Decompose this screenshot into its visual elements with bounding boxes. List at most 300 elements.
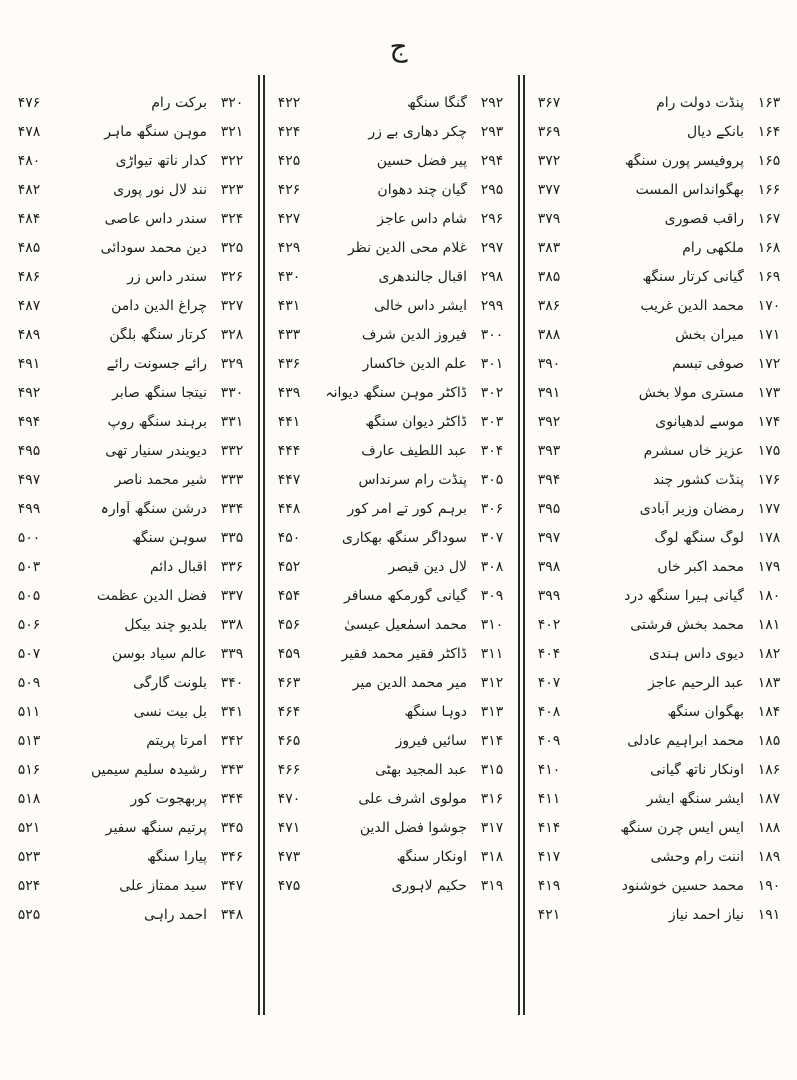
entry-page: ۴۸۷ — [17, 297, 41, 314]
entry-name: برہم کور تے امر کور — [347, 500, 467, 517]
entry-page: ۴۷۶ — [17, 94, 41, 111]
entry-page: ۵۲۵ — [17, 906, 41, 923]
entry-name: سوداگر سنگھ بھکاری — [342, 529, 467, 546]
entry-serial: ۳۰۳ — [480, 413, 504, 430]
entry-name: احمد راہی — [144, 906, 207, 923]
entry-name: محمد بخش فرشتی — [630, 616, 744, 633]
entry-name: محمد حسین خوشنود — [621, 877, 744, 894]
entry-name: لوگ سنگھ لوگ — [654, 529, 744, 546]
entry-serial: ۱۶۴ — [757, 123, 781, 140]
entry-serial: ۳۰۰ — [480, 326, 504, 343]
entry-serial: ۳۴۸ — [220, 906, 244, 923]
entry-serial: ۲۹۴ — [480, 152, 504, 169]
index-column-middle — [268, 88, 513, 900]
entry-page: ۴۷۸ — [17, 123, 41, 140]
index-row — [268, 146, 513, 175]
entry-page: ۴۱۹ — [537, 877, 561, 894]
index-row — [8, 436, 253, 465]
entry-name: سندر داس زر — [127, 268, 207, 285]
entry-serial: ۱۸۵ — [757, 732, 781, 749]
index-row — [268, 523, 513, 552]
entry-page: ۴۷۱ — [277, 819, 301, 836]
index-row — [528, 291, 790, 320]
entry-page: ۴۶۴ — [277, 703, 301, 720]
entry-serial: ۳۱۵ — [480, 761, 504, 778]
entry-serial: ۲۹۸ — [480, 268, 504, 285]
entry-page: ۴۹۱ — [17, 355, 41, 372]
index-row — [268, 755, 513, 784]
index-row — [8, 523, 253, 552]
index-row — [528, 320, 790, 349]
entry-name: اننت رام وحشی — [650, 848, 744, 865]
entry-page: ۳۹۵ — [537, 500, 561, 517]
entry-serial: ۱۶۳ — [757, 94, 781, 111]
entry-name: بانکے دیال — [686, 123, 744, 140]
index-row — [528, 233, 790, 262]
entry-page: ۴۸۰ — [17, 152, 41, 169]
entry-name: چکر دھاری بے زر — [368, 123, 467, 140]
entry-name: ملکھی رام — [682, 239, 744, 256]
column-divider-right — [518, 75, 525, 1015]
entry-page: ۴۰۲ — [537, 616, 561, 633]
index-row — [268, 784, 513, 813]
index-row — [8, 146, 253, 175]
entry-name: موہن سنگھ ماہر — [104, 123, 207, 140]
entry-serial: ۳۰۹ — [480, 587, 504, 604]
entry-page: ۳۸۸ — [537, 326, 561, 343]
entry-page: ۴۱۴ — [537, 819, 561, 836]
entry-serial: ۱۸۱ — [757, 616, 781, 633]
index-row — [268, 378, 513, 407]
entry-serial: ۳۲۰ — [220, 94, 244, 111]
entry-page: ۵۰۰ — [17, 529, 41, 546]
index-row — [528, 465, 790, 494]
entry-page: ۳۹۴ — [537, 471, 561, 488]
entry-page: ۴۹۷ — [17, 471, 41, 488]
index-row — [8, 349, 253, 378]
index-row — [268, 175, 513, 204]
entry-name: فضل الدین عظمت — [96, 587, 207, 604]
entry-page: ۴۹۵ — [17, 442, 41, 459]
index-row — [528, 900, 790, 929]
index-row — [268, 842, 513, 871]
entry-serial: ۱۷۵ — [757, 442, 781, 459]
entry-serial: ۱۸۸ — [757, 819, 781, 836]
entry-page: ۳۸۳ — [537, 239, 561, 256]
index-row — [8, 639, 253, 668]
entry-name: بھگوانداس المست — [635, 181, 744, 198]
entry-serial: ۳۰۶ — [480, 500, 504, 517]
entry-page: ۴۹۴ — [17, 413, 41, 430]
entry-serial: ۱۸۰ — [757, 587, 781, 604]
entry-name: شام داس عاجز — [377, 210, 467, 227]
entry-name: سائیں فیروز — [395, 732, 467, 749]
entry-page: ۴۴۱ — [277, 413, 301, 430]
index-row — [8, 610, 253, 639]
entry-name: محمد اسمٰعیل عیسیٰ — [344, 616, 467, 633]
entry-page: ۳۹۹ — [537, 587, 561, 604]
index-row — [268, 581, 513, 610]
entry-name: عبد المجید بھٹی — [375, 761, 467, 778]
entry-serial: ۳۴۳ — [220, 761, 244, 778]
entry-serial: ۳۲۱ — [220, 123, 244, 140]
entry-page: ۴۸۲ — [17, 181, 41, 198]
entry-serial: ۱۶۶ — [757, 181, 781, 198]
entry-serial: ۱۷۲ — [757, 355, 781, 372]
entry-page: ۵۰۹ — [17, 674, 41, 691]
entry-page: ۴۰۴ — [537, 645, 561, 662]
index-row — [528, 726, 790, 755]
index-row — [268, 117, 513, 146]
index-row — [8, 726, 253, 755]
entry-name: محمد ابراہیم عادلی — [627, 732, 744, 749]
entry-serial: ۳۰۸ — [480, 558, 504, 575]
index-row — [8, 88, 253, 117]
entry-serial: ۱۸۷ — [757, 790, 781, 807]
entry-name: امرتا پریتم — [146, 732, 207, 749]
entry-serial: ۱۷۹ — [757, 558, 781, 575]
entry-serial: ۱۸۲ — [757, 645, 781, 662]
index-row — [8, 407, 253, 436]
entry-serial: ۳۱۹ — [480, 877, 504, 894]
entry-name: درشن سنگھ آوارہ — [100, 500, 207, 517]
entry-serial: ۳۳۴ — [220, 500, 244, 517]
entry-page: ۴۲۴ — [277, 123, 301, 140]
entry-serial: ۱۷۳ — [757, 384, 781, 401]
entry-page: ۴۸۴ — [17, 210, 41, 227]
entry-serial: ۲۹۲ — [480, 94, 504, 111]
entry-serial: ۳۲۵ — [220, 239, 244, 256]
entry-name: کرتار سنگھ بلگن — [109, 326, 207, 343]
entry-serial: ۳۲۹ — [220, 355, 244, 372]
index-row — [528, 523, 790, 552]
entry-page: ۴۶۶ — [277, 761, 301, 778]
entry-page: ۳۹۳ — [537, 442, 561, 459]
entry-serial: ۳۴۰ — [220, 674, 244, 691]
entry-name: ڈاکٹر موہن سنگھ دیوانہ — [325, 384, 467, 401]
entry-serial: ۳۳۷ — [220, 587, 244, 604]
entry-serial: ۲۹۵ — [480, 181, 504, 198]
entry-serial: ۱۸۴ — [757, 703, 781, 720]
entry-page: ۵۲۱ — [17, 819, 41, 836]
entry-page: ۴۵۶ — [277, 616, 301, 633]
entry-page: ۴۷۵ — [277, 877, 301, 894]
entry-name: مستری مولا بخش — [638, 384, 744, 401]
entry-name: بل بیت نسی — [133, 703, 207, 720]
index-row — [268, 233, 513, 262]
entry-name: شیر محمد ناصر — [114, 471, 207, 488]
entry-serial: ۳۰۱ — [480, 355, 504, 372]
entry-page: ۴۶۳ — [277, 674, 301, 691]
entry-name: برکت رام — [151, 94, 207, 111]
entry-name: دوہا سنگھ — [404, 703, 467, 720]
entry-serial: ۳۳۰ — [220, 384, 244, 401]
index-row — [528, 494, 790, 523]
entry-page: ۴۴۸ — [277, 500, 301, 517]
entry-serial: ۳۰۷ — [480, 529, 504, 546]
entry-name: گیان چند دھوان — [377, 181, 467, 198]
entry-serial: ۳۲۷ — [220, 297, 244, 314]
entry-page: ۵۲۴ — [17, 877, 41, 894]
index-row — [8, 175, 253, 204]
entry-page: ۵۰۳ — [17, 558, 41, 575]
entry-name: پربھجوت کور — [130, 790, 207, 807]
entry-page: ۴۳۱ — [277, 297, 301, 314]
index-row — [528, 262, 790, 291]
index-row — [528, 697, 790, 726]
entry-name: سید ممتاز علی — [119, 877, 207, 894]
entry-page: ۳۷۹ — [537, 210, 561, 227]
index-row — [528, 349, 790, 378]
entry-serial: ۳۱۲ — [480, 674, 504, 691]
index-row — [8, 262, 253, 291]
index-row — [528, 639, 790, 668]
entry-name: نیاز احمد نیاز — [668, 906, 744, 923]
index-row — [268, 204, 513, 233]
index-row — [268, 697, 513, 726]
entry-name: موسے لدھیانوی — [655, 413, 744, 430]
entry-name: عالم سیاد بوسن — [111, 645, 207, 662]
entry-page: ۴۰۹ — [537, 732, 561, 749]
entry-page: ۴۲۵ — [277, 152, 301, 169]
entry-name: صوفی تبسم — [672, 355, 744, 372]
index-row — [528, 552, 790, 581]
entry-name: کدار ناتھ تیواڑی — [115, 152, 207, 169]
index-row — [8, 842, 253, 871]
entry-serial: ۱۸۹ — [757, 848, 781, 865]
entry-serial: ۳۴۶ — [220, 848, 244, 865]
entry-page: ۴۵۹ — [277, 645, 301, 662]
index-row — [528, 407, 790, 436]
entry-serial: ۲۹۹ — [480, 297, 504, 314]
entry-serial: ۳۴۱ — [220, 703, 244, 720]
entry-serial: ۱۶۸ — [757, 239, 781, 256]
index-row — [268, 262, 513, 291]
entry-serial: ۲۹۶ — [480, 210, 504, 227]
entry-page: ۴۸۶ — [17, 268, 41, 285]
entry-serial: ۳۲۸ — [220, 326, 244, 343]
index-row — [268, 494, 513, 523]
entry-serial: ۳۳۲ — [220, 442, 244, 459]
entry-page: ۳۸۶ — [537, 297, 561, 314]
entry-page: ۴۵۰ — [277, 529, 301, 546]
entry-page: ۵۰۷ — [17, 645, 41, 662]
entry-serial: ۱۷۶ — [757, 471, 781, 488]
entry-serial: ۳۱۴ — [480, 732, 504, 749]
entry-serial: ۳۲۴ — [220, 210, 244, 227]
entry-serial: ۳۴۴ — [220, 790, 244, 807]
entry-page: ۳۶۷ — [537, 94, 561, 111]
entry-serial: ۳۱۱ — [480, 645, 504, 662]
entry-serial: ۲۹۷ — [480, 239, 504, 256]
entry-name: ایشر داس خالی — [374, 297, 467, 314]
index-row — [8, 494, 253, 523]
entry-serial: ۳۳۱ — [220, 413, 244, 430]
entry-serial: ۳۲۲ — [220, 152, 244, 169]
entry-serial: ۳۱۷ — [480, 819, 504, 836]
index-column-right — [528, 88, 790, 929]
index-row — [268, 88, 513, 117]
entry-serial: ۱۸۶ — [757, 761, 781, 778]
entry-name: پنڈت کشور چند — [653, 471, 744, 488]
entry-page: ۵۰۶ — [17, 616, 41, 633]
entry-page: ۴۲۷ — [277, 210, 301, 227]
entry-page: ۴۰۷ — [537, 674, 561, 691]
entry-serial: ۱۷۷ — [757, 500, 781, 517]
entry-page: ۴۷۳ — [277, 848, 301, 865]
entry-page: ۴۸۵ — [17, 239, 41, 256]
index-row — [268, 552, 513, 581]
entry-name: محمد الدین غریب — [640, 297, 744, 314]
entry-page: ۳۷۷ — [537, 181, 561, 198]
entry-name: میر محمد الدین میر — [352, 674, 467, 691]
entry-name: مولوی اشرف علی — [358, 790, 467, 807]
index-row — [528, 784, 790, 813]
index-row — [8, 755, 253, 784]
entry-serial: ۱۶۹ — [757, 268, 781, 285]
index-row — [528, 88, 790, 117]
entry-page: ۴۳۹ — [277, 384, 301, 401]
entry-serial: ۱۸۳ — [757, 674, 781, 691]
index-row — [268, 871, 513, 900]
entry-name: بلونت گارگی — [133, 674, 207, 691]
entry-name: اقبال دائم — [149, 558, 207, 575]
entry-page: ۴۷۰ — [277, 790, 301, 807]
entry-name: سندر داس عاصی — [104, 210, 207, 227]
entry-name: راقب قصوری — [664, 210, 744, 227]
index-row — [8, 668, 253, 697]
index-row — [8, 117, 253, 146]
index-row — [8, 233, 253, 262]
entry-name: پیارا سنگھ — [146, 848, 207, 865]
index-row — [528, 204, 790, 233]
index-row — [528, 117, 790, 146]
entry-page: ۴۵۴ — [277, 587, 301, 604]
entry-serial: ۳۱۸ — [480, 848, 504, 865]
entry-name: پیر فضل حسین — [376, 152, 467, 169]
index-row — [268, 291, 513, 320]
entry-serial: ۳۲۳ — [220, 181, 244, 198]
entry-page: ۴۱۷ — [537, 848, 561, 865]
entry-name: فیروز الدین شرف — [361, 326, 467, 343]
entry-page: ۴۰۸ — [537, 703, 561, 720]
index-row — [8, 581, 253, 610]
index-row — [268, 349, 513, 378]
entry-serial: ۳۳۹ — [220, 645, 244, 662]
entry-page: ۴۵۲ — [277, 558, 301, 575]
index-row — [8, 900, 253, 929]
index-row — [268, 813, 513, 842]
index-row — [528, 581, 790, 610]
entry-name: علم الدین خاکسار — [362, 355, 467, 372]
index-row — [268, 668, 513, 697]
index-row — [268, 407, 513, 436]
entry-page: ۴۴۴ — [277, 442, 301, 459]
entry-name: گیانی کرتار سنگھ — [642, 268, 744, 285]
entry-name: پنڈت رام سرنداس — [358, 471, 467, 488]
index-row — [8, 552, 253, 581]
entry-name: اقبال جالندھری — [378, 268, 467, 285]
page-header-letter: ج — [389, 30, 408, 63]
column-divider-left — [258, 75, 265, 1015]
entry-page: ۳۹۸ — [537, 558, 561, 575]
index-row — [8, 697, 253, 726]
index-row — [268, 436, 513, 465]
entry-name: پروفیسر پورن سنگھ — [624, 152, 744, 169]
entry-name: نند لال نور پوری — [113, 181, 207, 198]
entry-name: بلدیو چند بیکل — [124, 616, 207, 633]
index-row — [8, 871, 253, 900]
entry-name: سوہن سنگھ — [132, 529, 207, 546]
entry-name: دین محمد سودائی — [100, 239, 207, 256]
entry-name: ڈاکٹر دیوان سنگھ — [365, 413, 467, 430]
index-row — [8, 784, 253, 813]
entry-serial: ۳۳۳ — [220, 471, 244, 488]
index-row — [8, 204, 253, 233]
entry-serial: ۲۹۳ — [480, 123, 504, 140]
entry-page: ۴۹۲ — [17, 384, 41, 401]
entry-page: ۴۸۹ — [17, 326, 41, 343]
entry-page: ۵۱۱ — [17, 703, 41, 720]
index-row — [528, 842, 790, 871]
entry-serial: ۳۴۷ — [220, 877, 244, 894]
entry-name: اونکار ناتھ گیانی — [650, 761, 744, 778]
index-row — [528, 436, 790, 465]
entry-page: ۴۲۲ — [277, 94, 301, 111]
entry-page: ۵۱۸ — [17, 790, 41, 807]
entry-serial: ۱۹۱ — [757, 906, 781, 923]
entry-name: چراغ الدین دامن — [111, 297, 207, 314]
entry-page: ۴۶۵ — [277, 732, 301, 749]
index-row — [268, 639, 513, 668]
entry-serial: ۱۶۷ — [757, 210, 781, 227]
entry-name: جوشوا فضل الدین — [359, 819, 467, 836]
entry-serial: ۳۱۰ — [480, 616, 504, 633]
index-row — [8, 813, 253, 842]
entry-name: برہند سنگھ روپ — [107, 413, 207, 430]
entry-page: ۴۳۳ — [277, 326, 301, 343]
index-row — [528, 610, 790, 639]
entry-name: میران بخش — [675, 326, 744, 343]
entry-name: عبد الرحیم عاجز — [648, 674, 744, 691]
entry-page: ۳۹۲ — [537, 413, 561, 430]
entry-page: ۴۲۶ — [277, 181, 301, 198]
entry-serial: ۳۴۵ — [220, 819, 244, 836]
entry-name: دیوی داس ہندی — [648, 645, 744, 662]
entry-name: عبد اللطیف عارف — [361, 442, 467, 459]
index-row — [268, 726, 513, 755]
entry-page: ۵۰۵ — [17, 587, 41, 604]
entry-name: پرتیم سنگھ سفیر — [105, 819, 207, 836]
entry-page: ۵۱۶ — [17, 761, 41, 778]
entry-serial: ۳۱۶ — [480, 790, 504, 807]
entry-serial: ۳۴۲ — [220, 732, 244, 749]
entry-page: ۴۱۰ — [537, 761, 561, 778]
entry-name: رشیدہ سلیم سیمیں — [90, 761, 207, 778]
entry-name: حکیم لاہوری — [391, 877, 467, 894]
entry-page: ۴۳۶ — [277, 355, 301, 372]
entry-page: ۳۷۲ — [537, 152, 561, 169]
entry-name: اونکار سنگھ — [396, 848, 467, 865]
index-row — [528, 871, 790, 900]
entry-page: ۵۱۳ — [17, 732, 41, 749]
entry-page: ۴۹۹ — [17, 500, 41, 517]
entry-serial: ۱۶۵ — [757, 152, 781, 169]
entry-page: ۴۲۹ — [277, 239, 301, 256]
entry-page: ۵۲۳ — [17, 848, 41, 865]
entry-name: غلام محی الدین نظر — [347, 239, 467, 256]
entry-name: ایشر سنگھ ایشر — [646, 790, 744, 807]
